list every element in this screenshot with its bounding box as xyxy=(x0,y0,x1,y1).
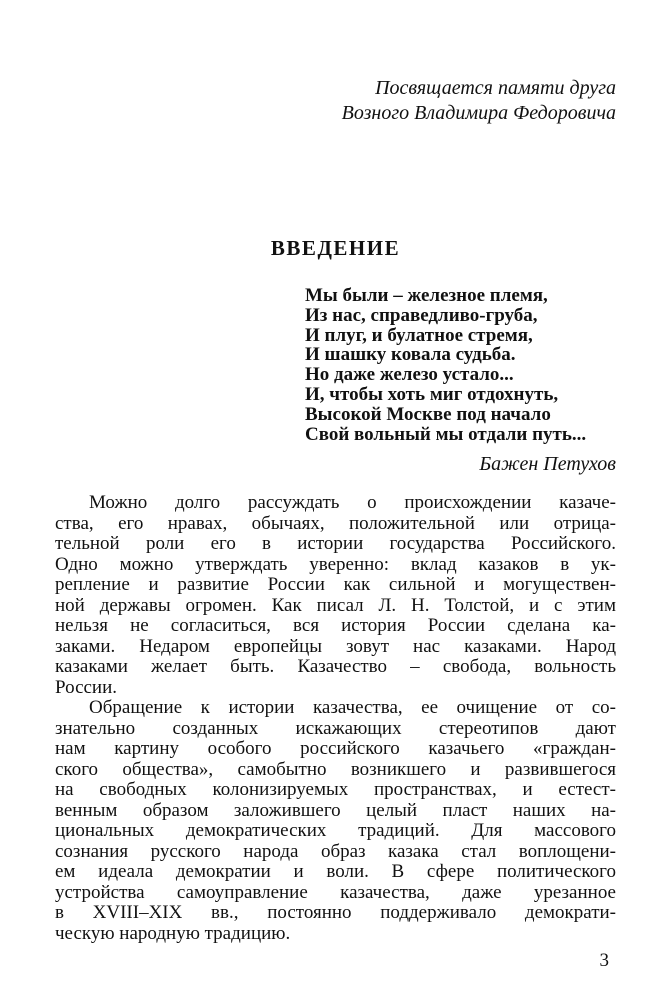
poem-line: Из нас, справедливо-груба, xyxy=(305,304,538,326)
dedication-line: Посвящается памяти друга xyxy=(375,77,616,99)
poem-line: Свой вольный мы отдали путь... xyxy=(305,423,587,445)
text-line: ческую народную традицию. xyxy=(55,922,291,944)
dedication xyxy=(55,76,616,126)
text-line: Можно долго рассуждать о происхождении казаче- xyxy=(89,492,616,514)
dedication-line: Возного Владимира Федоровича xyxy=(341,102,616,124)
text-line: венным образом заложившего целый пласт наших на- xyxy=(55,799,616,821)
poem-line: Высокой Москве под начало xyxy=(305,403,551,425)
text-line: заками. Недаром европейцы зовут нас казаками. Народ xyxy=(55,635,616,657)
text-line: Одно можно утверждать уверенно: вклад казаков в ук- xyxy=(55,553,616,575)
text-line: ского общества», самобытно возникшего и развившегося xyxy=(55,758,616,780)
poem-line: Но даже железо устало... xyxy=(305,364,514,386)
text-line: ем идеала демократии и воли. В сфере политического xyxy=(55,861,616,883)
text-line: в XVIII–XIX вв., постоянно поддерживало демократи- xyxy=(55,902,616,924)
text-line: на свободных колонизируемых пространствах, и естест- xyxy=(55,779,616,801)
body-paragraph-2 xyxy=(55,698,616,944)
text-line: нам картину особого российского казачьего «граждан- xyxy=(55,738,616,760)
text-line: циональных демократических традиций. Для массового xyxy=(55,820,616,842)
text-line: репление и развитие России как сильной и могуществен- xyxy=(55,574,616,596)
poem-line: И, чтобы хоть миг отдохнуть, xyxy=(305,383,559,405)
text-line: сознания русского народа образ казака стал воплощени- xyxy=(55,840,616,862)
text-line: России. xyxy=(55,676,118,698)
text-line: казаками желает быть. Казачество – свобода, вольность xyxy=(55,656,616,678)
poem-line: Мы были – железное племя, xyxy=(305,285,548,306)
epigraph-poem xyxy=(305,286,616,444)
page-number: 3 xyxy=(599,950,609,972)
text-line: устройства самоуправление казачества, даже урезанное xyxy=(55,881,616,903)
text-block xyxy=(55,0,616,972)
text-line: ной державы огромен. Как писал Л. Н. Толстой, и с этим xyxy=(55,594,616,616)
poem-line: И плуг, и булатное стремя, xyxy=(305,324,533,346)
poem-attribution: Бажен Петухов xyxy=(479,453,616,476)
chapter-heading: ВВЕДЕНИЕ xyxy=(270,236,401,260)
text-line: тельной роли его в истории государства Российского. xyxy=(55,533,616,555)
text-line: знательно созданных искажающих стереотипов дают xyxy=(55,717,616,739)
text-line: ства, его нравах, обычаях, положительной или отрица- xyxy=(55,512,616,534)
poem-line: И шашку ковала судьба. xyxy=(305,344,516,366)
text-line: нельзя не согласиться, вся история России сделана ка- xyxy=(55,615,616,637)
body-paragraph-1 xyxy=(55,493,616,698)
text-line: Обращение к истории казачества, ее очищение от со- xyxy=(89,697,616,719)
